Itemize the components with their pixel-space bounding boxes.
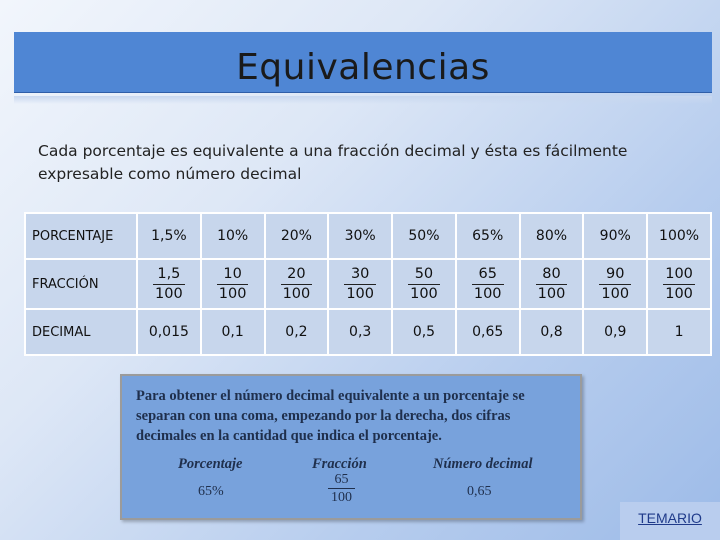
fraction-denominator: 100 [282, 285, 311, 302]
note-header-decimal: Número decimal [433, 456, 533, 472]
decimal-cell: 0,65 [457, 310, 519, 354]
title-shadow [14, 96, 712, 104]
fraction-cell [584, 260, 646, 308]
intro-text: Cada porcentaje es equivalente a una fracción decimal y ésta es fácilmente expresable como número decimal [38, 142, 628, 183]
fraction-numerator: 10 [223, 265, 242, 282]
decimal-cell: 0,9 [584, 310, 646, 354]
fraction-cell [202, 260, 264, 308]
example-note-box [120, 374, 582, 520]
fraction-numerator: 30 [350, 265, 370, 282]
row-label-decimal: DECIMAL [26, 310, 136, 354]
fraction-denominator: 100 [601, 285, 630, 302]
fraction-denominator: 100 [410, 285, 438, 302]
note-header-fraction: Fracción [312, 456, 367, 472]
fraction-numerator: 90 [606, 265, 625, 282]
fraction-numerator: 65 [478, 265, 497, 282]
fraction [536, 265, 568, 304]
fraction-cell [266, 260, 328, 308]
note-text: Para obtener el número decimal equivalente a un porcentaje se separan con una coma, empezando por la derecha, dos cifras decimales en la cantidad que indica el porcentaje. [136, 388, 525, 444]
percentage-cell: 80% [521, 214, 583, 258]
fraction [153, 265, 185, 304]
fraction-cell [329, 260, 391, 308]
fraction [472, 265, 504, 304]
fraction-cell [393, 260, 455, 308]
row-label-fraction: FRACCIÓN [26, 260, 136, 308]
note-example-decimal: 0,65 [467, 484, 492, 499]
decimal-cell: 1 [648, 310, 710, 354]
percentage-cell: 1,5% [138, 214, 200, 258]
fraction [344, 265, 376, 304]
percentage-cell: 100% [648, 214, 710, 258]
fraction-denominator: 100 [665, 285, 693, 302]
temario-link-box[interactable] [620, 502, 720, 540]
percentage-cell: 10% [202, 214, 264, 258]
fraction-denominator: 100 [346, 285, 375, 302]
fraction-cell [138, 260, 200, 308]
fraction [217, 265, 249, 304]
note-fraction-denominator: 100 [328, 488, 355, 506]
fraction-denominator: 100 [155, 285, 183, 302]
fraction-cell [457, 260, 519, 308]
decimal-cell: 0,8 [521, 310, 583, 354]
slide-title: Equivalencias [236, 47, 490, 88]
fraction-numerator: 100 [665, 265, 693, 282]
decimal-cell: 0,2 [266, 310, 328, 354]
decimal-cell: 0,3 [329, 310, 391, 354]
fraction-denominator: 100 [473, 285, 502, 302]
percentage-cell: 90% [584, 214, 646, 258]
fraction-numerator: 1,5 [157, 265, 181, 282]
fraction-numerator: 20 [287, 265, 306, 282]
percentage-cell: 30% [329, 214, 391, 258]
note-fraction-numerator: 65 [334, 472, 349, 487]
fraction-denominator: 100 [218, 285, 247, 302]
note-example-percentage: 65% [198, 484, 224, 499]
fraction-cell [521, 260, 583, 308]
decimal-cell: 0,5 [393, 310, 455, 354]
decimal-row [26, 310, 710, 354]
fraction-row [26, 260, 710, 308]
fraction-denominator: 100 [537, 285, 566, 302]
decimal-cell: 0,1 [202, 310, 264, 354]
note-header-percentage: Porcentaje [178, 456, 243, 472]
percentage-row [26, 214, 710, 258]
fraction [663, 265, 695, 304]
fraction-cell [648, 260, 710, 308]
percentage-cell: 20% [266, 214, 328, 258]
decimal-cell: 0,015 [138, 310, 200, 354]
fraction [281, 265, 313, 304]
fraction-numerator: 80 [542, 265, 561, 282]
percentage-cell: 50% [393, 214, 455, 258]
fraction [599, 265, 631, 304]
fraction [408, 265, 440, 304]
temario-link[interactable]: TEMARIO [638, 510, 702, 526]
percentage-cell: 65% [457, 214, 519, 258]
fraction-numerator: 50 [414, 265, 434, 282]
row-label-percentage: PORCENTAJE [26, 214, 136, 258]
equivalence-table [24, 212, 712, 356]
note-example-fraction [328, 471, 355, 506]
